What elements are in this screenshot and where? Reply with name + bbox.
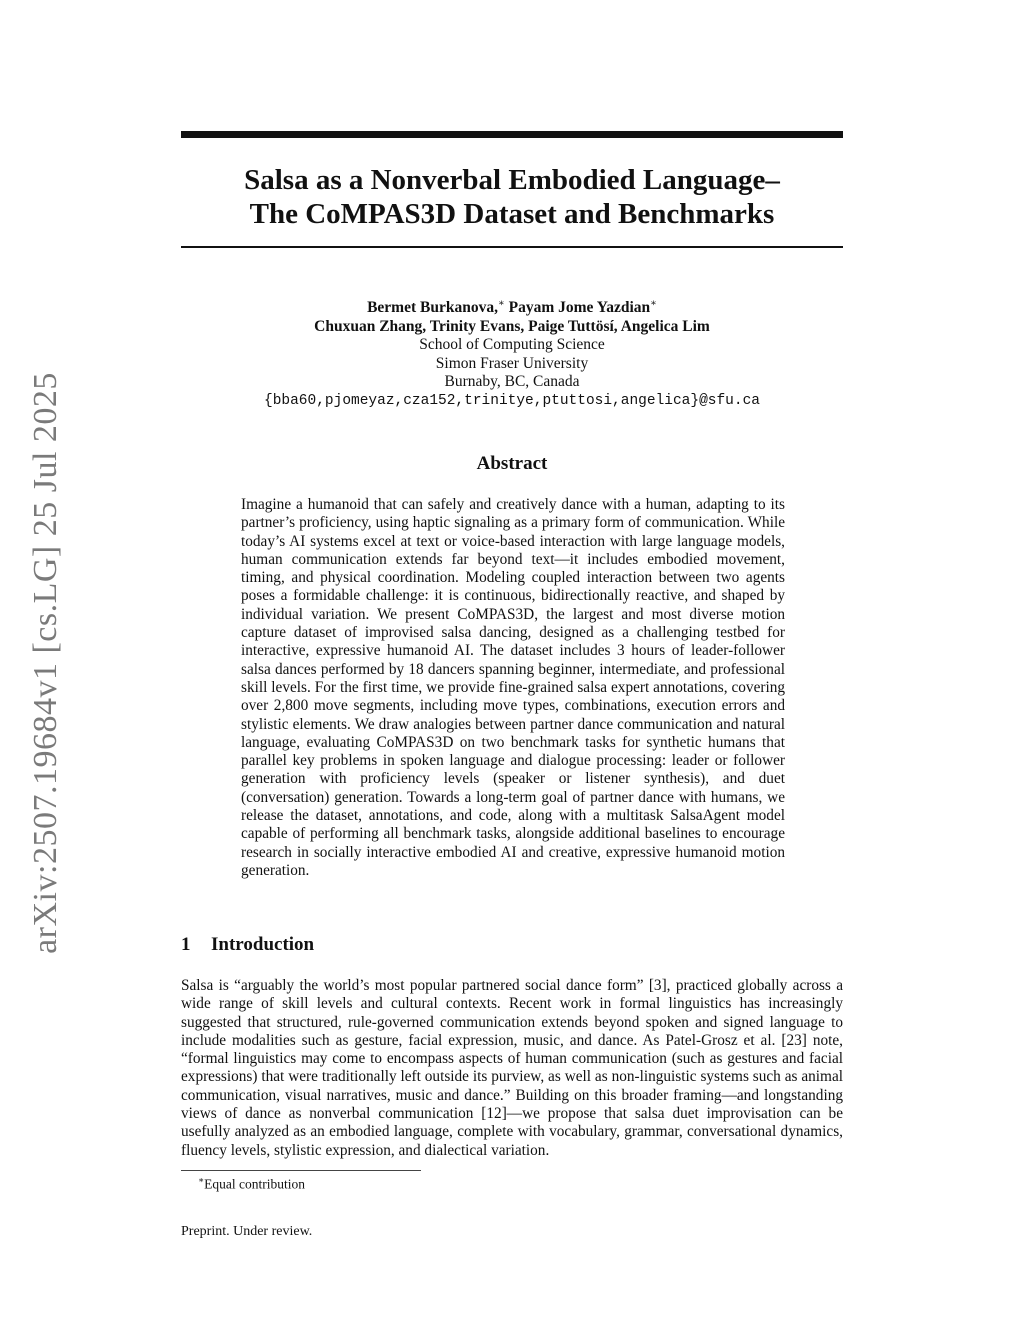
author-line-2: Chuxuan Zhang, Trinity Evans, Paige Tuttösí, Angelica Lim [314,317,710,335]
affiliation-line: Burnaby, BC, Canada [444,373,580,391]
affiliation-line: Simon Fraser University [435,354,589,372]
title-line-1: Salsa as a Nonverbal Embodied Language– [244,164,780,196]
author-emails[interactable]: {bba60,pjomeyaz,cza152,trinitye,ptuttosi,angelica}@sfu.ca [264,392,760,409]
author-name: Bermet Burkanova, [367,299,498,317]
author-line-1 [181,295,843,318]
author-name: Payam Jome Yazdian [504,299,651,317]
footnote-rule [181,1170,421,1171]
arxiv-identifier[interactable]: arXiv:2507.19684v1 [cs.LG] 25 Jul 2025 [27,372,64,954]
abstract-text: Imagine a humanoid that can safely and creatively dance with a human, adapting to its partner’s proficiency, using haptic signaling as a primary form of communication. While today’s AI systems excel at text or voice-based interaction with large language models, human communication extends far beyond text—it includes embodied movement, timing, and physical coordination. Modeling coupled interaction between two agents poses a formidable challenge: it is continuous, bidirectionally reactive, and shaped by individual variation. We present CoMPAS3D, the largest and most diverse motion capture dataset of improvised salsa dancing, designed as a challenging testbed for interactive, expressive humanoid AI. The dataset includes 3 hours of leader-follower salsa dances performed by 18 dancers spanning beginner, intermediate, and professional skill levels. For the first time, we provide fine-grained salsa expert annotations, covering over 2,800 move segments, including move types, combinations, execution errors and stylistic elements. We draw analogies between partner dance communication and natural language, evaluating CoMPAS3D on two benchmark tasks for synthetic humans that parallel key problems in spoken language and dialogue processing: leader or follower generation with proficiency levels (speaker or listener synthesis), and duet (conversation) generation. Towards a long-term goal of partner dance with humans, we release the dataset, annotations, and code, along with a multitask SalsaAgent model capable of performing all benchmark tasks, alongside additional baselines to encourage research in socially interactive embodied AI and creative, expressive humanoid motion generation. [241,496,785,879]
footnote [198,1175,305,1193]
title-line-2: The CoMPAS3D Dataset and Benchmarks [249,198,775,230]
introduction-paragraph: Salsa is “arguably the world’s most popular partnered social dance form” [3], practiced globally across a wide range of skill levels and cultural contexts. Recent work in formal linguistics has increasingly suggested that structured, rule-governed communication extends beyond spoken and signed language to include modalities such as gesture, facial expression, music, and dance. As Patel-Grosz et al. [23] note, “formal linguistics may come to encompass aspects of human communication (such as gestures and facial expressions) that were traditionally left outside its purview, as well as non-linguistic systems such as animal communication, visual narratives, music and dance.” Building on this broader framing—and longstanding views of dance as nonverbal communication [12]—we propose that salsa duet improvisation can be usefully analyzed as an embodied language, complete with vocabulary, grammar, conversational dynamics, fluency levels, stylistic expression, and dialectical variation. [181,977,843,1159]
title-top-rule [181,131,843,138]
title-bottom-rule [181,246,843,248]
section-heading-introduction [181,934,843,956]
section-number: 1 [181,934,191,955]
author-block [181,295,843,410]
paper-title [181,163,843,231]
abstract-heading: Abstract [476,453,548,474]
section-title: Introduction [211,934,315,955]
equal-contribution-mark: ∗ [650,298,657,309]
equal-contribution-mark: ∗ [497,298,505,309]
preprint-notice: Preprint. Under review. [181,1224,313,1239]
arxiv-side-stamp [24,372,68,954]
affiliation-line: School of Computing Science [419,336,605,354]
footnote-text: Equal contribution [204,1176,305,1192]
footnote-mark: ∗ [198,1175,205,1185]
